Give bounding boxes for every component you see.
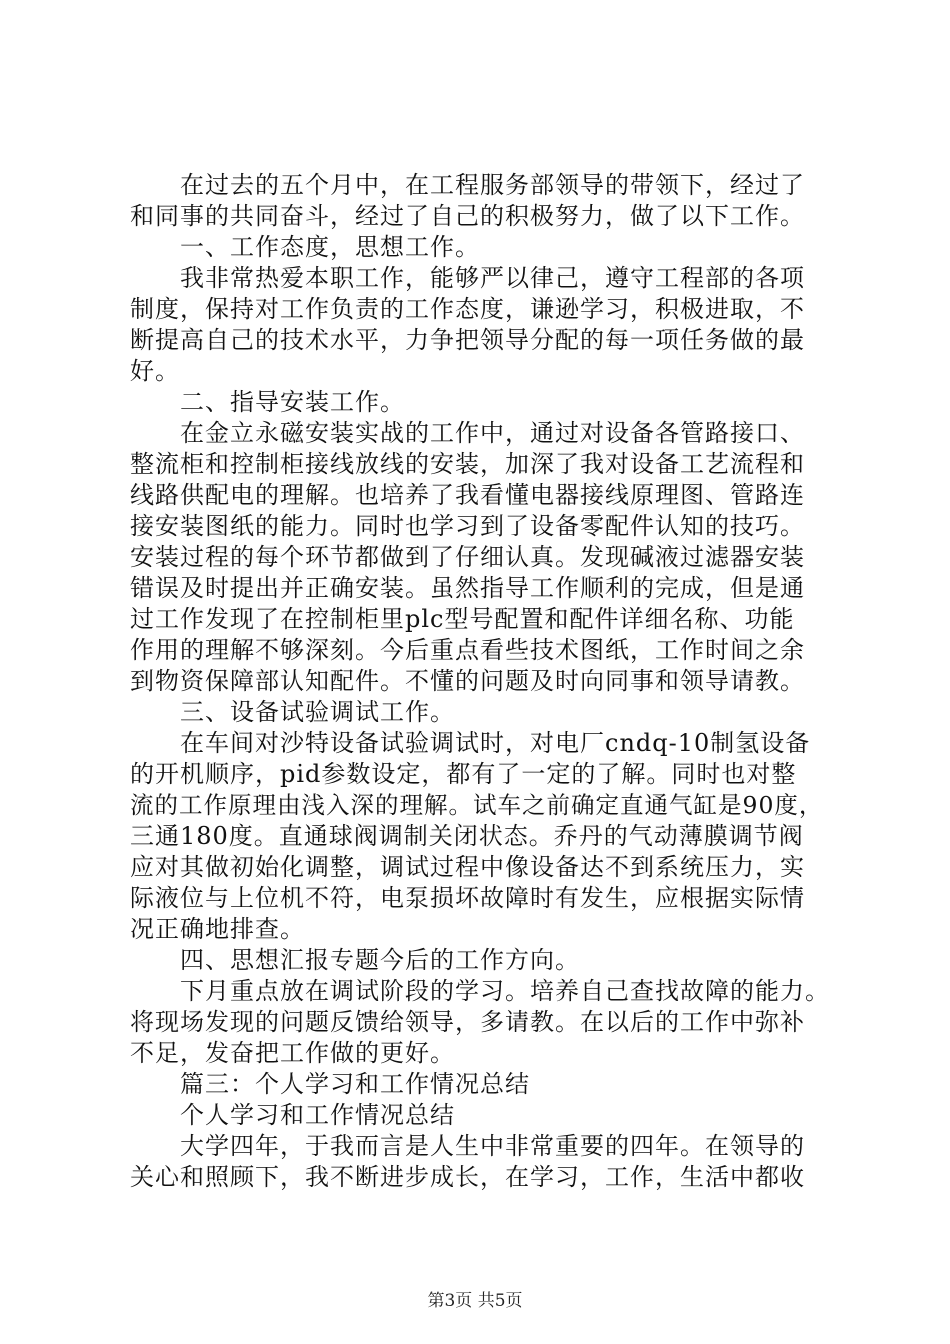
- text-line: 流的工作原理由浅入深的理解。试车之前确定直通气缸是90度，: [130, 791, 824, 819]
- text-line: 个人学习和工作情况总结: [180, 1101, 455, 1129]
- text-line: 篇三：个人学习和工作情况总结: [180, 1070, 530, 1098]
- text-line: 四、思想汇报专题今后的工作方向。: [180, 946, 580, 974]
- text-line: 和同事的共同奋斗，经过了自己的积极努力，做了以下工作。: [130, 202, 805, 230]
- text-line: 错误及时提出并正确安装。虽然指导工作顺利的完成，但是通: [130, 574, 805, 602]
- text-line: 制度，保持对工作负责的工作态度，谦逊学习，积极进取，不: [130, 295, 805, 323]
- text-line: 的开机顺序，pid参数设定，都有了一定的了解。同时也对整: [130, 760, 797, 788]
- text-line: 在车间对沙特设备试验调试时，对电厂cndq-10制氢设备: [180, 729, 811, 757]
- text-line: 际液位与上位机不符，电泵损坏故障时有发生，应根据实际情: [130, 884, 805, 912]
- text-line: 一、工作态度，思想工作。: [180, 233, 480, 261]
- text-line: 到物资保障部认知配件。不懂的问题及时向同事和领导请教。: [130, 667, 805, 695]
- text-line: 三、设备试验调试工作。: [180, 698, 455, 726]
- text-line: 将现场发现的问题反馈给领导，多请教。在以后的工作中弥补: [130, 1008, 805, 1036]
- text-line: 在过去的五个月中，在工程服务部领导的带领下，经过了: [180, 171, 805, 199]
- text-line: 不足，发奋把工作做的更好。: [130, 1039, 455, 1067]
- text-line: 应对其做初始化调整，调试过程中像设备达不到系统压力，实: [130, 853, 805, 881]
- text-line: 安装过程的每个环节都做到了仔细认真。发现碱液过滤器安装: [130, 543, 805, 571]
- text-line: 三通180度。直通球阀调制关闭状态。乔丹的气动薄膜调节阀: [130, 822, 804, 850]
- text-line: 作用的理解不够深刻。今后重点看些技术图纸，工作时间之余: [130, 636, 805, 664]
- text-line: 我非常热爱本职工作，能够严以律己，遵守工程部的各项: [180, 264, 805, 292]
- page-footer: 第3页 共5页: [427, 1291, 523, 1311]
- text-line: 大学四年，于我而言是人生中非常重要的四年。在领导的: [180, 1132, 805, 1160]
- text-line: 下月重点放在调试阶段的学习。培养自己查找故障的能力。: [180, 977, 830, 1005]
- text-line: 在金立永磁安装实战的工作中，通过对设备各管路接口、: [180, 419, 805, 447]
- text-line: 接安装图纸的能力。同时也学习到了设备零配件认知的技巧。: [130, 512, 805, 540]
- text-line: 好。: [130, 357, 180, 385]
- text-line: 线路供配电的理解。也培养了我看懂电器接线原理图、管路连: [130, 481, 805, 509]
- text-line: 况正确地排查。: [130, 915, 305, 943]
- text-line: 整流柜和控制柜接线放线的安装，加深了我对设备工艺流程和: [130, 450, 805, 478]
- document-body: [130, 170, 830, 1193]
- text-line: 关心和照顾下，我不断进步成长，在学习，工作，生活中都收: [130, 1163, 805, 1191]
- text-line: 断提高自己的技术水平，力争把领导分配的每一项任务做的最: [130, 326, 805, 354]
- text-line: 过工作发现了在控制柜里plc型号配置和配件详细名称、功能: [130, 605, 795, 633]
- text-line: 二、指导安装工作。: [180, 388, 405, 416]
